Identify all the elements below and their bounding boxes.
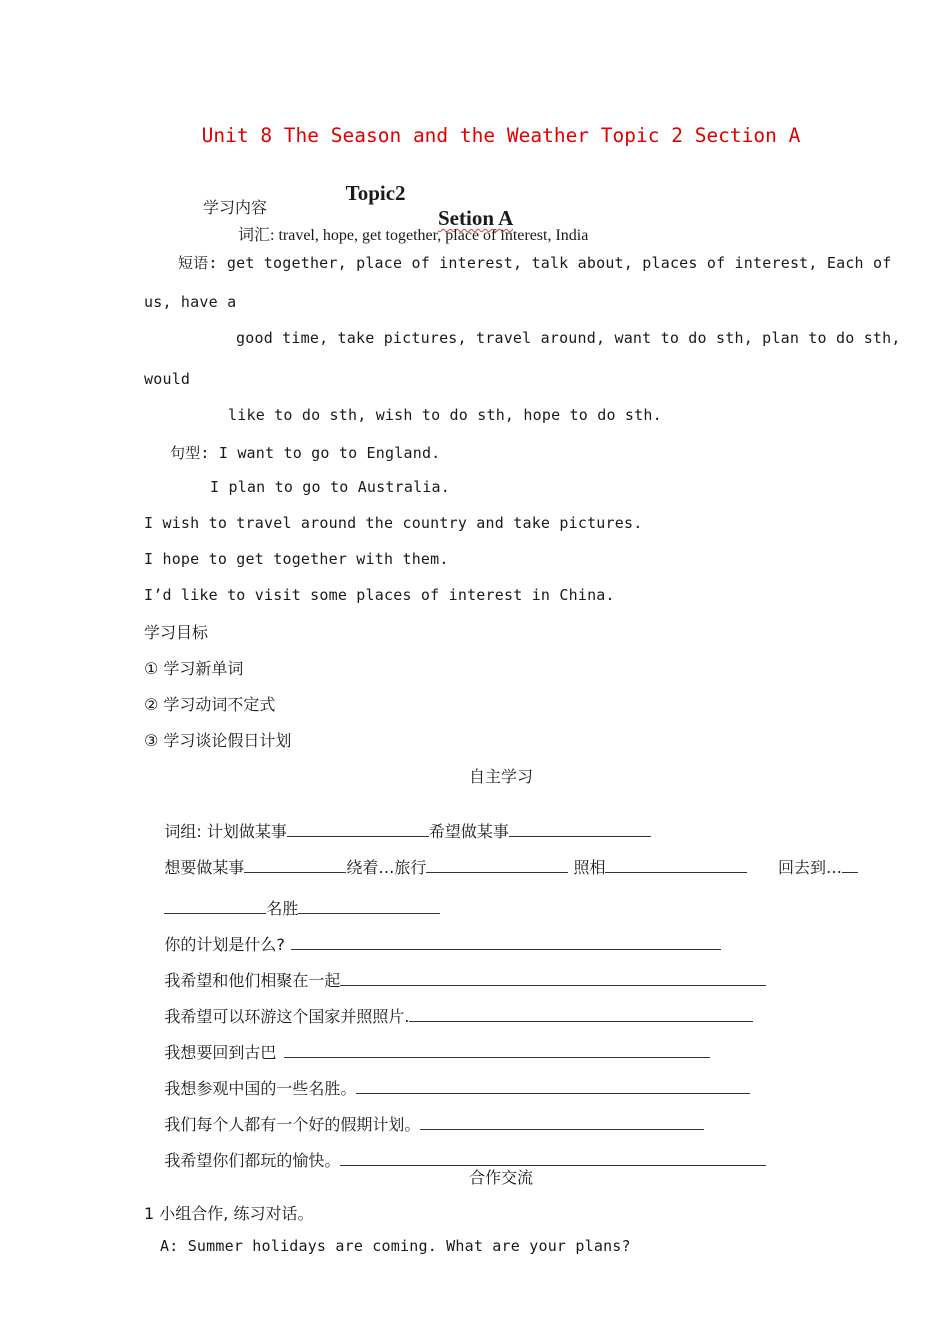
answer-blank[interactable] [284,1043,710,1058]
prompt-text: 回去到… [778,858,843,877]
answer-blank[interactable] [842,858,858,873]
answer-blank[interactable] [356,1079,750,1094]
section-label: Setion A [438,206,514,230]
cooperation-heading: 合作交流 [468,1168,533,1187]
prompt-text: 希望做某事 [428,822,509,841]
answer-blank[interactable] [420,1115,704,1130]
prompt-text: 名胜 [266,899,299,918]
answer-blank[interactable] [244,858,346,873]
goals-heading: 学习目标 [144,623,209,642]
dialog-line-a: A: Summer holidays are coming. What are your plans? [160,1237,631,1255]
answer-blank[interactable] [340,971,766,986]
content-heading: 学习内容 [203,198,268,217]
prompt-text: 我希望和他们相聚在一起 [164,971,341,990]
goal-item: ③ 学习谈论假日计划 [144,731,292,750]
prompt-text: 照相 [573,858,606,877]
answer-blank[interactable] [409,1007,753,1022]
answer-blank[interactable] [291,935,721,950]
answer-blank[interactable] [509,822,651,837]
sentence-pattern-2: I plan to go to Australia. [210,478,450,496]
prompt-text: 我想要回到古巴 [164,1043,277,1062]
phrases-line-1: 短语: get together, place of interest, talk about, places of interest, Each of [178,254,892,272]
sentence-pattern-1: 句型: I want to go to England. [170,444,441,462]
sentence-pattern-4: I hope to get together with them. [144,550,449,568]
prompt-text: 你的计划是什么? [164,935,285,954]
phrases-line-2b: would [144,370,191,388]
prompt-text: 我希望可以环游这个国家并照照片. [164,1007,410,1026]
cooperation-task: 1 小组合作, 练习对话。 [144,1204,314,1223]
phrases-line-1b: us, have a [144,293,237,311]
answer-blank[interactable] [340,1151,766,1166]
answer-blank[interactable] [426,858,568,873]
answer-blank[interactable] [287,822,429,837]
answer-blank[interactable] [164,899,266,914]
vocab-line: 词汇: travel, hope, get together, place of interest, India [238,227,589,244]
phrases-line-2: good time, take pictures, travel around, want to do sth, plan to do sth, [236,329,901,347]
sentence-pattern-3: I wish to travel around the country and take pictures. [144,514,643,532]
sentence-pattern-5: I’d like to visit some places of interest in China. [144,586,615,604]
prompt-text: 我希望你们都玩的愉快。 [164,1151,341,1170]
phrases-line-3: like to do sth, wish to do sth, hope to do sth. [228,406,662,424]
goal-item: ② 学习动词不定式 [144,695,276,714]
answer-blank[interactable] [298,899,440,914]
prompt-text: 绕着…旅行 [346,858,427,877]
prompt-text: 想要做某事 [164,858,245,877]
prompt-text: 词组: 计划做某事 [164,822,287,841]
answer-blank[interactable] [605,858,747,873]
prompt-text: 我们每个人都有一个好的假期计划。 [164,1115,421,1134]
prompt-text: 我想参观中国的一些名胜。 [164,1079,357,1098]
goal-item: ① 学习新单词 [144,659,244,678]
self-study-heading: 自主学习 [468,767,533,786]
topic-label: Topic2 [345,181,406,205]
page-title: Unit 8 The Season and the Weather Topic 2 Section A [201,124,801,147]
